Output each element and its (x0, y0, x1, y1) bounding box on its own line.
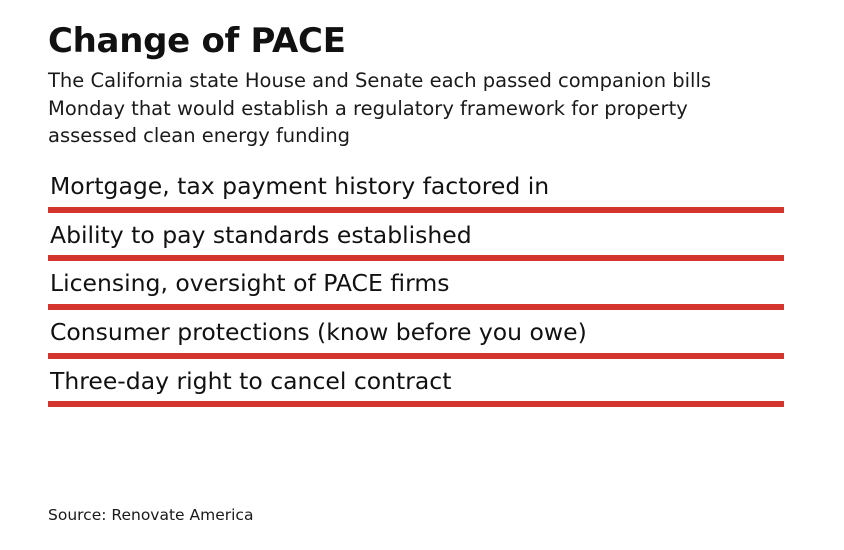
list-item-label: Consumer protections (know before you owe) (50, 318, 587, 347)
list-item-label: Licensing, oversight of PACE firms (50, 269, 450, 298)
list-item-underline (48, 401, 784, 407)
list-item-underline (48, 255, 784, 261)
list-item-underline (48, 304, 784, 310)
provision-list (48, 172, 784, 407)
list-item-label: Mortgage, tax payment history factored in (50, 172, 550, 201)
source-note: Source: Renovate America (48, 506, 254, 524)
page-title: Change of PACE (48, 21, 346, 61)
subtitle-text: The California state House and Senate each passed companion bills Monday that would establish a regulatory framework for property assessed clean energy funding (48, 69, 712, 148)
list-item (48, 318, 784, 359)
list-item (48, 269, 784, 310)
list-item-label: Ability to pay standards established (50, 220, 472, 249)
list-item-underline (48, 207, 784, 213)
list-item (48, 172, 784, 213)
list-item (48, 367, 784, 408)
list-item-label: Three-day right to cancel contract (50, 366, 452, 395)
list-item (48, 221, 784, 262)
list-item-underline (48, 353, 784, 359)
